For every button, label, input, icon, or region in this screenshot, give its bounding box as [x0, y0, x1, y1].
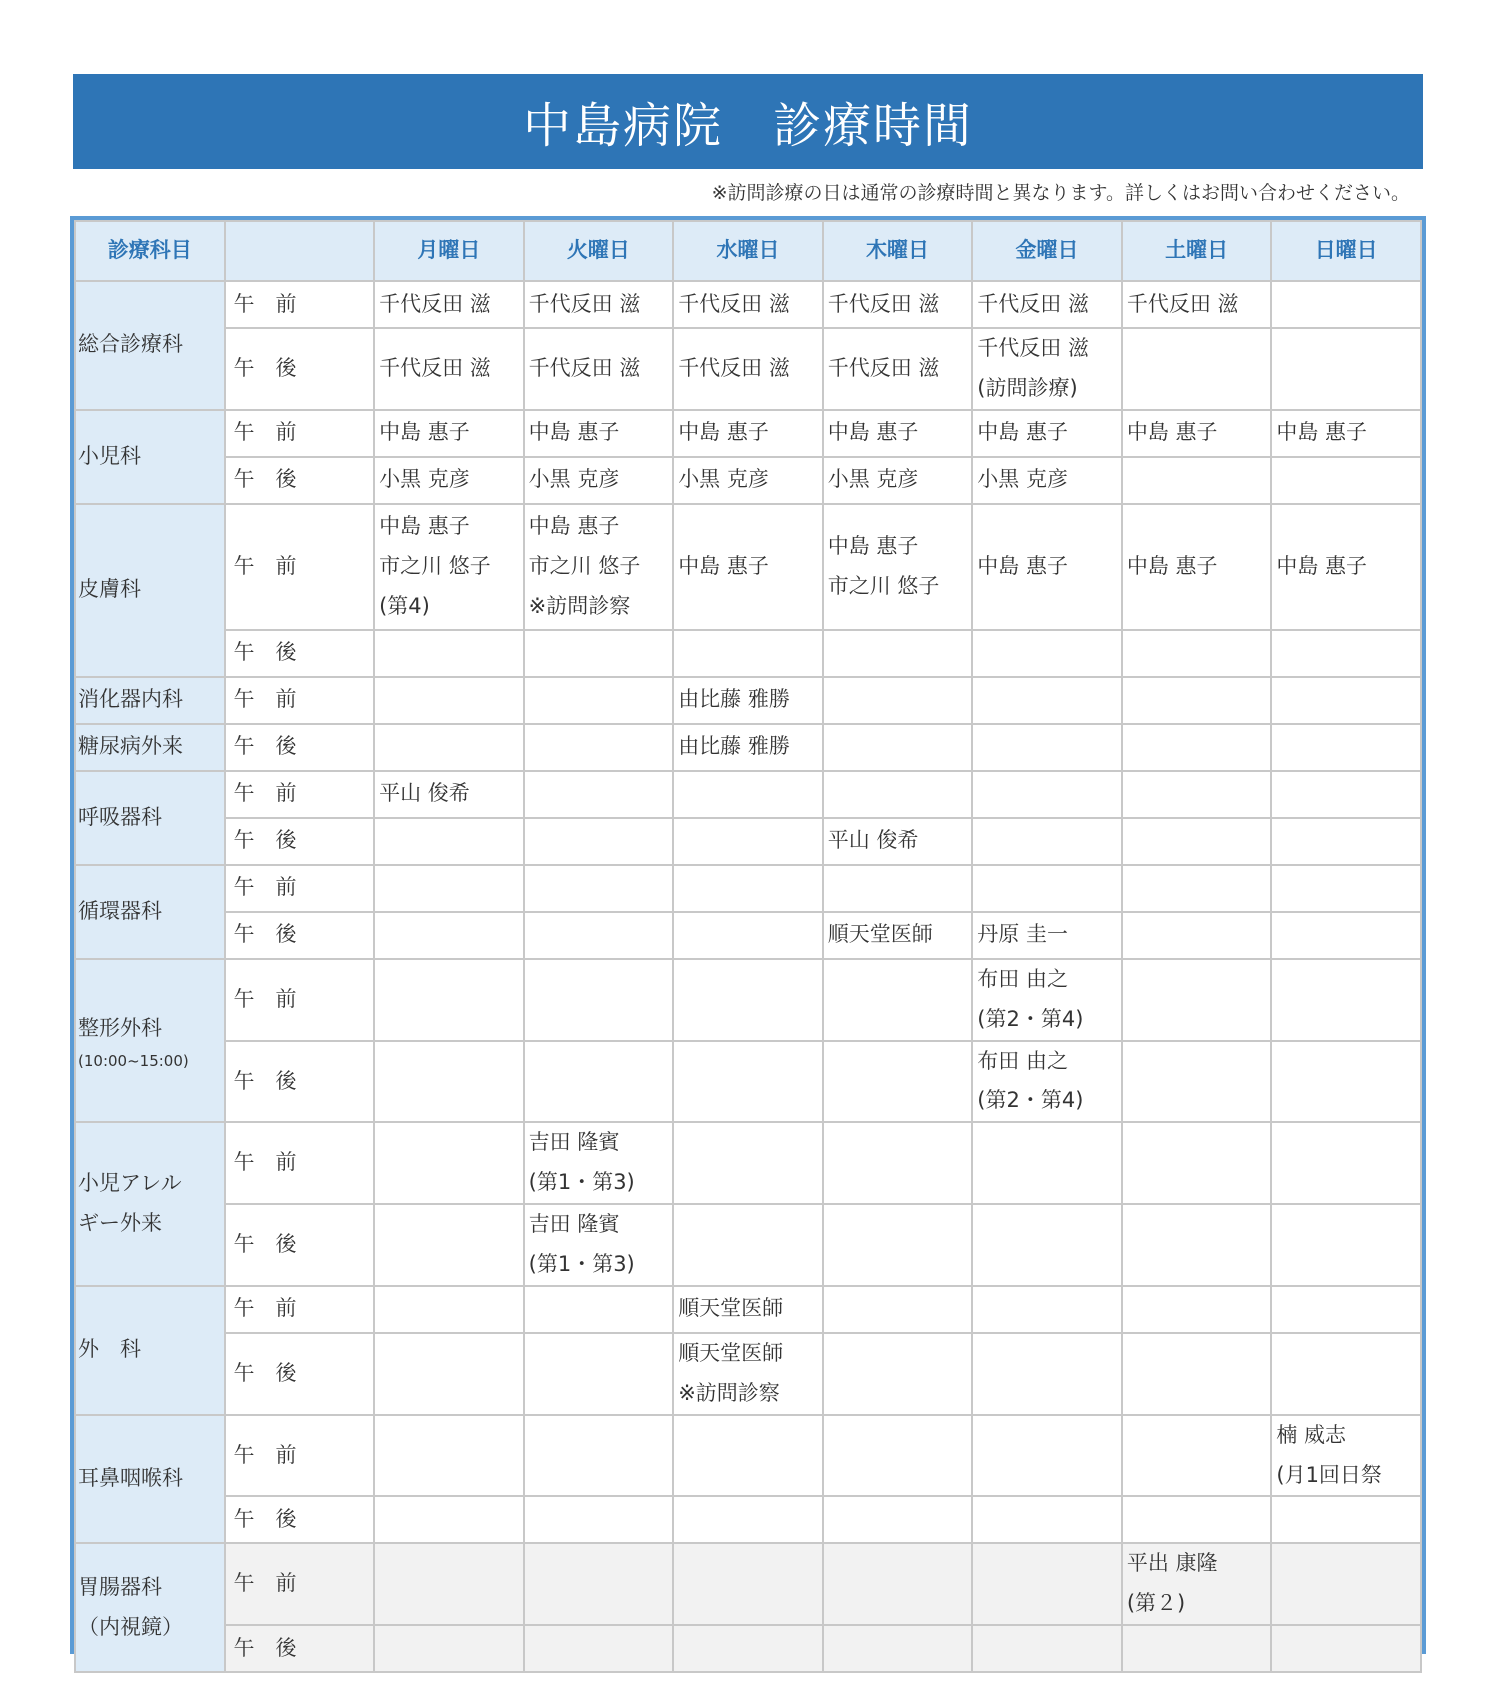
period-cell: 午 後 — [225, 1625, 375, 1672]
doctor-text: 平出 康隆 — [1126, 1551, 1218, 1576]
department-name — [75, 1543, 225, 1672]
schedule-cell — [673, 1543, 823, 1625]
schedule-cell — [823, 1204, 973, 1286]
schedule-cell — [524, 1286, 674, 1333]
schedule-cell — [1122, 818, 1272, 865]
schedule-cell — [374, 677, 524, 724]
doctor-text: 中島 惠子 — [528, 420, 620, 445]
table-row — [75, 1333, 1421, 1415]
doctor-text: 中島 惠子 — [1126, 420, 1218, 445]
schedule-cell — [524, 865, 674, 912]
doctor-text: (第2・第4) — [977, 1006, 1084, 1031]
schedule-cell — [823, 281, 973, 328]
schedule-cell — [1122, 1543, 1272, 1625]
doctor-text: 市之川 悠子 — [827, 573, 940, 598]
schedule-cell — [374, 1415, 524, 1497]
schedule-cell — [1122, 865, 1272, 912]
schedule-cell — [374, 724, 524, 771]
schedule-cell — [524, 504, 674, 630]
doctor-text: 平山 俊希 — [827, 828, 919, 853]
table-row — [75, 865, 1421, 912]
table-row — [75, 1122, 1421, 1204]
schedule-cell — [1122, 328, 1272, 410]
schedule-cell — [673, 959, 823, 1041]
schedule-cell — [823, 1333, 973, 1415]
doctor-text: (第２) — [1126, 1591, 1186, 1616]
schedule-cell — [524, 630, 674, 677]
department-name-line: 総合診療科 — [78, 332, 183, 357]
schedule-cell — [972, 504, 1122, 630]
schedule-cell — [1271, 771, 1421, 818]
period-cell: 午 前 — [225, 1543, 375, 1625]
period-cell: 午 前 — [225, 1122, 375, 1204]
schedule-cell — [823, 912, 973, 959]
period-cell: 午 前 — [225, 677, 375, 724]
doctor-text: 吉田 隆賓 — [528, 1130, 620, 1155]
department-name — [75, 771, 225, 865]
schedule-cell — [1122, 771, 1272, 818]
department-name-line: 外 科 — [78, 1337, 141, 1362]
header-day-sun: 日曜日 — [1271, 221, 1421, 281]
doctor-text: 千代反田 滋 — [977, 291, 1089, 316]
department-name-line: ギー外来 — [78, 1211, 162, 1236]
schedule-cell — [524, 1333, 674, 1415]
schedule-cell — [1122, 630, 1272, 677]
department-name-line: 整形外科 — [78, 1015, 162, 1040]
department-name-line: （内視鏡） — [78, 1614, 183, 1639]
department-name-line: 小児科 — [78, 443, 141, 468]
department-name — [75, 1122, 225, 1286]
page-title: 中島病院 診療時間 — [522, 98, 973, 154]
schedule-cell — [524, 771, 674, 818]
department-name-line: 胃腸器科 — [78, 1574, 162, 1599]
schedule-cell — [673, 1333, 823, 1415]
doctor-text: 布田 由之 — [977, 1048, 1068, 1073]
doctor-text: (第2・第4) — [977, 1088, 1084, 1113]
table-row — [75, 912, 1421, 959]
schedule-cell — [972, 1286, 1122, 1333]
schedule-cell — [972, 724, 1122, 771]
notice-text: ※訪問診療の日は通常の診療時間と異なります。詳しくはお問い合わせください。 — [711, 182, 1410, 204]
schedule-cell — [972, 1543, 1122, 1625]
schedule-cell — [374, 959, 524, 1041]
doctor-text: 千代反田 滋 — [379, 355, 491, 380]
title-bar — [73, 74, 1423, 169]
doctor-text: 市之川 悠子 — [528, 553, 641, 578]
doctor-text: 千代反田 滋 — [827, 355, 940, 380]
schedule-cell — [673, 328, 823, 410]
period-cell: 午 後 — [225, 1496, 375, 1543]
schedule-cell — [374, 1333, 524, 1415]
schedule-cell — [972, 1333, 1122, 1415]
doctor-text: (第1・第3) — [528, 1170, 635, 1195]
schedule-cell — [524, 1625, 674, 1672]
period-cell: 午 前 — [225, 1415, 375, 1497]
schedule-cell — [823, 630, 973, 677]
department-name-line: 皮膚科 — [78, 577, 141, 602]
schedule-cell — [972, 1496, 1122, 1543]
doctor-text: 由比藤 雅勝 — [678, 734, 790, 759]
doctor-text: (訪問診療) — [977, 375, 1078, 400]
schedule-table — [74, 220, 1422, 1673]
schedule-cell — [1122, 1333, 1272, 1415]
doctor-text: 千代反田 滋 — [1126, 291, 1239, 316]
schedule-cell — [1122, 1415, 1272, 1497]
table-row — [75, 281, 1421, 328]
doctor-text: 中島 惠子 — [678, 553, 769, 578]
doctor-text: 中島 惠子 — [528, 513, 620, 538]
schedule-cell — [673, 771, 823, 818]
period-cell: 午 前 — [225, 771, 375, 818]
schedule-cell — [823, 959, 973, 1041]
doctor-text: 小黒 克彦 — [528, 467, 620, 492]
schedule-cell — [1122, 724, 1272, 771]
schedule-cell — [1271, 1204, 1421, 1286]
schedule-cell — [374, 328, 524, 410]
doctor-text: 中島 惠子 — [827, 533, 919, 558]
table-row — [75, 818, 1421, 865]
schedule-cell — [673, 1625, 823, 1672]
schedule-cell — [972, 1625, 1122, 1672]
header-blank — [225, 221, 375, 281]
doctor-text: (第1・第3) — [528, 1252, 635, 1277]
schedule-cell — [1271, 818, 1421, 865]
schedule-cell — [972, 1041, 1122, 1123]
table-row — [75, 1625, 1421, 1672]
schedule-cell — [374, 912, 524, 959]
schedule-cell — [524, 1041, 674, 1123]
schedule-cell — [823, 724, 973, 771]
table-row — [75, 1204, 1421, 1286]
schedule-cell — [1271, 328, 1421, 410]
schedule-body — [75, 281, 1421, 1672]
schedule-cell — [823, 504, 973, 630]
schedule-cell — [823, 771, 973, 818]
schedule-cell — [374, 410, 524, 457]
schedule-cell — [823, 1415, 973, 1497]
table-row — [75, 724, 1421, 771]
schedule-cell — [1122, 1204, 1272, 1286]
doctor-text: (第4) — [379, 593, 430, 618]
schedule-cell — [1271, 1333, 1421, 1415]
table-row — [75, 1041, 1421, 1123]
department-name-line: 糖尿病外来 — [78, 734, 183, 759]
doctor-text: ※訪問診察 — [528, 593, 631, 618]
schedule-table-wrapper — [70, 216, 1426, 1660]
schedule-cell — [1271, 457, 1421, 504]
doctor-text: 小黒 克彦 — [379, 467, 470, 492]
schedule-cell — [972, 457, 1122, 504]
schedule-cell — [673, 818, 823, 865]
department-name — [75, 959, 225, 1123]
schedule-cell — [823, 410, 973, 457]
header-dept: 診療科目 — [75, 221, 225, 281]
table-row — [75, 1543, 1421, 1625]
schedule-cell — [1271, 1286, 1421, 1333]
doctor-text: 小黒 克彦 — [678, 467, 769, 492]
schedule-cell — [374, 457, 524, 504]
schedule-cell — [823, 328, 973, 410]
schedule-cell — [673, 630, 823, 677]
doctor-text: 千代反田 滋 — [379, 291, 491, 316]
schedule-cell — [823, 1041, 973, 1123]
period-cell: 午 前 — [225, 281, 375, 328]
schedule-cell — [374, 1625, 524, 1672]
doctor-text: 中島 惠子 — [977, 553, 1068, 578]
header-day-mon: 月曜日 — [374, 221, 524, 281]
schedule-cell — [524, 1415, 674, 1497]
schedule-cell — [1271, 1496, 1421, 1543]
schedule-cell — [374, 1041, 524, 1123]
schedule-cell — [1122, 1496, 1272, 1543]
period-cell: 午 後 — [225, 328, 375, 410]
schedule-cell — [972, 1204, 1122, 1286]
schedule-cell — [673, 410, 823, 457]
department-name-line: 循環器科 — [78, 898, 162, 923]
doctor-text: 平山 俊希 — [379, 781, 470, 806]
schedule-cell — [524, 1122, 674, 1204]
doctor-text: 千代反田 滋 — [678, 291, 790, 316]
schedule-cell — [823, 865, 973, 912]
table-row — [75, 457, 1421, 504]
department-name — [75, 1415, 225, 1544]
doctor-text: 中島 惠子 — [678, 420, 769, 445]
department-name — [75, 410, 225, 504]
schedule-cell — [823, 1625, 973, 1672]
schedule-cell — [524, 457, 674, 504]
schedule-cell — [374, 818, 524, 865]
schedule-cell — [823, 457, 973, 504]
schedule-cell — [524, 677, 674, 724]
department-name — [75, 724, 225, 771]
schedule-cell — [524, 818, 674, 865]
schedule-cell — [524, 328, 674, 410]
schedule-cell — [1122, 959, 1272, 1041]
table-row — [75, 959, 1421, 1041]
schedule-cell — [823, 818, 973, 865]
schedule-cell — [823, 1122, 973, 1204]
schedule-cell — [673, 1204, 823, 1286]
schedule-cell — [673, 281, 823, 328]
doctor-text: 中島 惠子 — [1276, 420, 1368, 445]
table-row — [75, 328, 1421, 410]
doctor-text: (月1回日祭 — [1276, 1462, 1382, 1487]
department-name-line: 呼吸器科 — [78, 804, 162, 829]
schedule-cell — [1271, 959, 1421, 1041]
schedule-cell — [524, 1543, 674, 1625]
table-row — [75, 410, 1421, 457]
header-day-thu: 木曜日 — [823, 221, 973, 281]
schedule-cell — [1122, 1625, 1272, 1672]
schedule-cell — [673, 504, 823, 630]
doctor-text: 吉田 隆賓 — [528, 1212, 620, 1237]
schedule-cell — [673, 1286, 823, 1333]
table-row — [75, 630, 1421, 677]
schedule-cell — [1271, 724, 1421, 771]
header-day-tue: 火曜日 — [524, 221, 674, 281]
period-cell: 午 後 — [225, 912, 375, 959]
schedule-cell — [524, 912, 674, 959]
doctor-text: 順天堂医師 — [678, 1340, 784, 1365]
schedule-cell — [823, 677, 973, 724]
schedule-cell — [972, 328, 1122, 410]
doctor-text: 順天堂医師 — [678, 1296, 784, 1321]
schedule-cell — [524, 1496, 674, 1543]
period-cell: 午 後 — [225, 1204, 375, 1286]
schedule-cell — [1122, 912, 1272, 959]
schedule-cell — [823, 1286, 973, 1333]
schedule-cell — [1122, 457, 1272, 504]
schedule-cell — [1122, 1122, 1272, 1204]
schedule-cell — [972, 865, 1122, 912]
doctor-text: 中島 惠子 — [379, 513, 470, 538]
doctor-text: 中島 惠子 — [977, 420, 1068, 445]
schedule-cell — [972, 1122, 1122, 1204]
period-cell: 午 後 — [225, 1041, 375, 1123]
doctor-text: 順天堂医師 — [827, 922, 933, 947]
schedule-cell — [823, 1543, 973, 1625]
period-cell: 午 後 — [225, 630, 375, 677]
schedule-cell — [1122, 504, 1272, 630]
schedule-cell — [673, 1122, 823, 1204]
schedule-cell — [1271, 865, 1421, 912]
period-cell: 午 後 — [225, 457, 375, 504]
schedule-cell — [673, 457, 823, 504]
schedule-cell — [673, 865, 823, 912]
period-cell: 午 前 — [225, 959, 375, 1041]
schedule-cell — [374, 1543, 524, 1625]
schedule-cell — [1271, 1122, 1421, 1204]
period-cell: 午 後 — [225, 818, 375, 865]
doctor-text: 中島 惠子 — [1126, 553, 1218, 578]
schedule-cell — [1271, 1625, 1421, 1672]
schedule-cell — [1122, 1286, 1272, 1333]
department-name — [75, 281, 225, 410]
header-day-wed: 水曜日 — [673, 221, 823, 281]
department-name — [75, 677, 225, 724]
schedule-cell — [1122, 1041, 1272, 1123]
schedule-cell — [374, 630, 524, 677]
header-day-fri: 金曜日 — [972, 221, 1122, 281]
schedule-cell — [1122, 281, 1272, 328]
period-cell: 午 前 — [225, 410, 375, 457]
schedule-cell — [374, 1122, 524, 1204]
doctor-text: 千代反田 滋 — [528, 291, 641, 316]
schedule-cell — [524, 1204, 674, 1286]
department-name — [75, 504, 225, 677]
schedule-cell — [374, 1496, 524, 1543]
doctor-text: 中島 惠子 — [827, 420, 919, 445]
period-cell: 午 前 — [225, 865, 375, 912]
doctor-text: 中島 惠子 — [1276, 553, 1368, 578]
period-cell: 午 後 — [225, 724, 375, 771]
department-name-line: 消化器内科 — [78, 687, 183, 712]
table-row — [75, 504, 1421, 630]
doctor-text: ※訪問診察 — [678, 1380, 780, 1405]
schedule-cell — [1271, 410, 1421, 457]
period-cell: 午 前 — [225, 504, 375, 630]
schedule-cell — [524, 724, 674, 771]
table-row — [75, 1496, 1421, 1543]
department-name-line: 小児アレル — [78, 1171, 182, 1196]
doctor-text: 千代反田 滋 — [827, 291, 940, 316]
doctor-text: 市之川 悠子 — [379, 553, 491, 578]
schedule-cell — [1271, 504, 1421, 630]
schedule-cell — [972, 959, 1122, 1041]
schedule-cell — [972, 630, 1122, 677]
period-cell: 午 前 — [225, 1286, 375, 1333]
doctor-text: 千代反田 滋 — [678, 355, 790, 380]
schedule-cell — [823, 1496, 973, 1543]
schedule-cell — [374, 865, 524, 912]
schedule-cell — [1271, 1415, 1421, 1497]
doctor-text: 小黒 克彦 — [827, 467, 919, 492]
schedule-cell — [1271, 1543, 1421, 1625]
schedule-cell — [972, 281, 1122, 328]
schedule-cell — [374, 1286, 524, 1333]
schedule-cell — [673, 677, 823, 724]
schedule-cell — [1271, 281, 1421, 328]
schedule-cell — [972, 771, 1122, 818]
schedule-cell — [1271, 630, 1421, 677]
doctor-text: 小黒 克彦 — [977, 467, 1068, 492]
schedule-cell — [673, 1041, 823, 1123]
department-hours-note: (10:00~15:00) — [78, 1051, 189, 1070]
doctor-text: 楠 威志 — [1276, 1422, 1347, 1447]
schedule-cell — [673, 1496, 823, 1543]
schedule-cell — [1122, 677, 1272, 724]
department-name-line: 耳鼻咽喉科 — [78, 1466, 183, 1491]
schedule-cell — [374, 504, 524, 630]
doctor-text: 布田 由之 — [977, 966, 1068, 991]
doctor-text: 由比藤 雅勝 — [678, 687, 790, 712]
schedule-cell — [1122, 410, 1272, 457]
schedule-cell — [524, 281, 674, 328]
department-name — [75, 1286, 225, 1415]
department-name — [75, 865, 225, 959]
schedule-cell — [972, 912, 1122, 959]
table-row — [75, 677, 1421, 724]
table-row — [75, 771, 1421, 818]
schedule-cell — [673, 912, 823, 959]
schedule-cell — [673, 724, 823, 771]
doctor-text: 千代反田 滋 — [528, 355, 641, 380]
schedule-cell — [673, 1415, 823, 1497]
schedule-cell — [524, 959, 674, 1041]
table-row — [75, 1415, 1421, 1497]
schedule-cell — [374, 771, 524, 818]
header-row — [75, 221, 1421, 281]
doctor-text: 丹原 圭一 — [977, 922, 1068, 947]
schedule-cell — [972, 818, 1122, 865]
schedule-cell — [1271, 912, 1421, 959]
schedule-cell — [374, 1204, 524, 1286]
header-day-sat: 土曜日 — [1122, 221, 1272, 281]
period-cell: 午 後 — [225, 1333, 375, 1415]
schedule-cell — [1271, 1041, 1421, 1123]
schedule-cell — [524, 410, 674, 457]
schedule-cell — [972, 677, 1122, 724]
schedule-cell — [374, 281, 524, 328]
schedule-cell — [972, 1415, 1122, 1497]
table-row — [75, 1286, 1421, 1333]
doctor-text: 千代反田 滋 — [977, 336, 1089, 360]
schedule-cell — [972, 410, 1122, 457]
schedule-cell — [1271, 677, 1421, 724]
doctor-text: 中島 惠子 — [379, 420, 470, 445]
